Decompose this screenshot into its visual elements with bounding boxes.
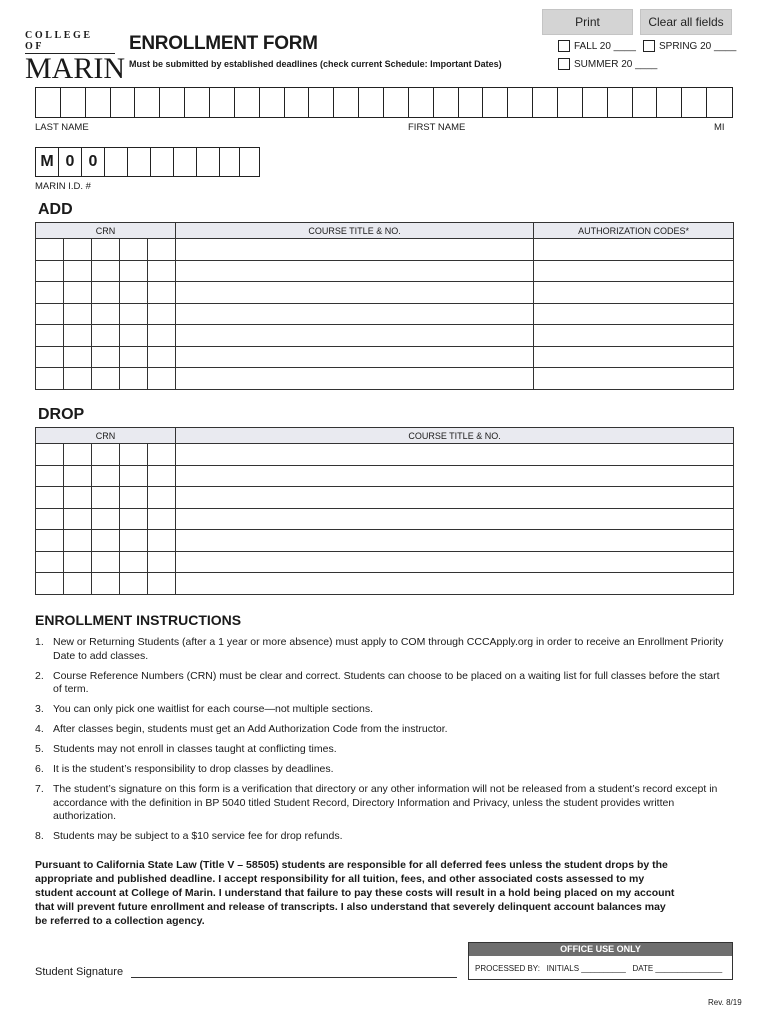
add-row — [36, 239, 734, 261]
instruction-text: The student’s signature on this form is a verification that directory or any other information will not be released from a student’s record except in accordance with the definition in BP 5040 titled Student Record, Directory Information and Privacy, unless the student provides written authorization. — [53, 783, 718, 822]
clear-all-fields-button[interactable]: Clear all fields — [640, 9, 732, 35]
college-logo — [25, 30, 126, 85]
add-crn-digit-cell[interactable] — [36, 239, 64, 261]
instruction-item — [35, 743, 725, 757]
add-auth-cell[interactable] — [534, 325, 734, 347]
signature-label: Student Signature — [35, 966, 124, 978]
drop-crn-digit-cell[interactable] — [120, 551, 148, 573]
add-crn-digit-cell[interactable] — [36, 260, 64, 282]
name-char-box[interactable] — [608, 88, 633, 117]
name-char-box[interactable] — [334, 88, 359, 117]
name-char-box[interactable] — [285, 88, 310, 117]
name-char-box[interactable] — [434, 88, 459, 117]
add-crn-digit-cell[interactable] — [64, 260, 92, 282]
drop-row — [36, 573, 734, 595]
add-crn-digit-cell[interactable] — [36, 325, 64, 347]
drop-crn-digit-cell[interactable] — [36, 573, 64, 595]
add-crn-digit-cell[interactable] — [92, 260, 120, 282]
add-course-cell[interactable] — [176, 239, 534, 261]
name-char-box[interactable] — [210, 88, 235, 117]
drop-row — [36, 551, 734, 573]
form-title: ENROLLMENT FORM — [129, 33, 318, 54]
add-course-cell[interactable] — [176, 346, 534, 368]
signature-line[interactable] — [131, 976, 457, 978]
instruction-item — [35, 636, 725, 663]
add-crn-digit-cell[interactable] — [64, 282, 92, 304]
name-char-box[interactable] — [309, 88, 334, 117]
add-crn-digit-cell[interactable] — [36, 303, 64, 325]
fall-label: FALL 20 ____ — [574, 41, 636, 52]
add-auth-cell[interactable] — [534, 260, 734, 282]
add-crn-digit-cell[interactable] — [120, 239, 148, 261]
add-row — [36, 282, 734, 304]
add-crn-digit-cell[interactable] — [120, 325, 148, 347]
id-char-box[interactable] — [240, 148, 256, 176]
legal-statement: Pursuant to California State Law (Title V – 58505) students are responsible for all deferred fees unless the student drops by the appropriate and published deadline. I accept responsibility for all tuition, fees, and other associated costs assessed to my student account at College of Marin. I understand that failure to pay these costs will result in a hold being placed on my account that will prevent future enrollment and release of transcripts. I also understand that severely delinquent account balances may be referred to a collection agency. — [35, 859, 675, 927]
name-char-box[interactable] — [359, 88, 384, 117]
add-course-cell[interactable] — [176, 303, 534, 325]
name-char-box[interactable] — [657, 88, 682, 117]
name-char-box[interactable] — [61, 88, 86, 117]
drop-crn-digit-cell[interactable] — [36, 551, 64, 573]
drop-course-cell[interactable] — [176, 465, 734, 487]
instruction-text: Course Reference Numbers (CRN) must be clear and correct. Students can choose to be placed on a waiting list for full classes before the start of term. — [53, 669, 720, 695]
add-crn-digit-cell[interactable] — [120, 260, 148, 282]
add-crn-header: CRN — [36, 223, 176, 239]
instruction-item — [35, 830, 725, 844]
drop-crn-digit-cell[interactable] — [64, 551, 92, 573]
add-auth-cell[interactable] — [534, 368, 734, 390]
instruction-number: 1. — [35, 636, 44, 648]
id-char-box[interactable] — [128, 148, 151, 176]
add-course-header: COURSE TITLE & NO. — [176, 223, 534, 239]
add-crn-digit-cell[interactable] — [120, 303, 148, 325]
marin-id-label: MARIN I.D. # — [35, 181, 91, 192]
instruction-item — [35, 783, 725, 824]
add-crn-digit-cell[interactable] — [64, 239, 92, 261]
name-char-box[interactable] — [409, 88, 434, 117]
drop-course-cell[interactable] — [176, 573, 734, 595]
drop-crn-digit-cell[interactable] — [120, 444, 148, 466]
name-char-box[interactable] — [558, 88, 583, 117]
drop-crn-digit-cell[interactable] — [64, 508, 92, 530]
drop-crn-digit-cell[interactable] — [148, 465, 176, 487]
name-char-box[interactable] — [160, 88, 185, 117]
instructions-heading: ENROLLMENT INSTRUCTIONS — [35, 612, 242, 628]
add-row — [36, 346, 734, 368]
drop-crn-digit-cell[interactable] — [92, 465, 120, 487]
add-row — [36, 260, 734, 282]
fall-checkbox[interactable] — [558, 40, 570, 52]
drop-crn-digit-cell[interactable] — [120, 465, 148, 487]
drop-crn-digit-cell[interactable] — [148, 508, 176, 530]
add-crn-digit-cell[interactable] — [36, 368, 64, 390]
name-char-box[interactable] — [86, 88, 111, 117]
instruction-item — [35, 723, 725, 737]
form-subtitle: Must be submitted by established deadlines (check current Schedule: Important Dates) — [129, 59, 502, 69]
id-char-box[interactable]: 0 — [59, 148, 82, 176]
drop-heading: DROP — [38, 406, 85, 423]
name-char-box[interactable] — [483, 88, 508, 117]
drop-row — [36, 465, 734, 487]
drop-row — [36, 508, 734, 530]
add-crn-digit-cell[interactable] — [148, 325, 176, 347]
name-input-boxes[interactable] — [35, 87, 733, 118]
add-crn-digit-cell[interactable] — [92, 325, 120, 347]
instruction-number: 5. — [35, 743, 44, 755]
name-char-box[interactable] — [185, 88, 210, 117]
drop-course-cell[interactable] — [176, 551, 734, 573]
summer-label: SUMMER 20 ____ — [574, 59, 658, 70]
drop-course-header: COURSE TITLE & NO. — [176, 428, 734, 444]
drop-crn-digit-cell[interactable] — [120, 573, 148, 595]
drop-crn-digit-cell[interactable] — [64, 530, 92, 552]
marin-id-input-boxes[interactable] — [35, 147, 260, 177]
drop-crn-digit-cell[interactable] — [64, 573, 92, 595]
name-char-box[interactable] — [235, 88, 260, 117]
name-char-box[interactable] — [508, 88, 533, 117]
instruction-text: New or Returning Students (after a 1 year or more absence) must apply to COM through CCCApply.org in order to receive an Enrollment Priority Date to add classes. — [53, 636, 724, 662]
name-char-box[interactable] — [135, 88, 160, 117]
last-name-label: LAST NAME — [35, 122, 89, 133]
drop-crn-digit-cell[interactable] — [36, 487, 64, 509]
add-crn-digit-cell[interactable] — [148, 260, 176, 282]
add-crn-digit-cell[interactable] — [148, 282, 176, 304]
drop-crn-digit-cell[interactable] — [64, 465, 92, 487]
add-crn-digit-cell[interactable] — [92, 303, 120, 325]
id-char-box[interactable] — [105, 148, 128, 176]
add-course-cell[interactable] — [176, 282, 534, 304]
add-auth-cell[interactable] — [534, 282, 734, 304]
drop-course-cell[interactable] — [176, 487, 734, 509]
drop-crn-digit-cell[interactable] — [64, 487, 92, 509]
drop-crn-digit-cell[interactable] — [120, 508, 148, 530]
drop-crn-digit-cell[interactable] — [148, 573, 176, 595]
name-char-box[interactable] — [682, 88, 707, 117]
spring-checkbox[interactable] — [643, 40, 655, 52]
office-use-fields — [469, 956, 732, 981]
drop-crn-digit-cell[interactable] — [120, 530, 148, 552]
add-crn-digit-cell[interactable] — [120, 368, 148, 390]
name-char-box[interactable] — [111, 88, 136, 117]
instruction-text: Students may not enroll in classes taught at conflicting times. — [53, 743, 337, 755]
logo-top-text: COLLEGE OF — [25, 30, 115, 54]
drop-row — [36, 530, 734, 552]
add-course-cell[interactable] — [176, 368, 534, 390]
logo-main-text: MARIN — [25, 52, 126, 85]
office-use-box — [468, 942, 733, 980]
add-crn-digit-cell[interactable] — [92, 368, 120, 390]
print-button[interactable]: Print — [542, 9, 633, 35]
drop-crn-digit-cell[interactable] — [92, 573, 120, 595]
add-auth-cell[interactable] — [534, 239, 734, 261]
drop-crn-digit-cell[interactable] — [36, 444, 64, 466]
add-row — [36, 303, 734, 325]
add-crn-digit-cell[interactable] — [148, 303, 176, 325]
instructions-list — [35, 636, 725, 850]
add-crn-digit-cell[interactable] — [64, 325, 92, 347]
initials-field[interactable]: INITIALS __________ — [546, 964, 626, 973]
first-name-label: FIRST NAME — [408, 122, 466, 133]
date-field[interactable]: DATE _______________ — [632, 964, 723, 973]
drop-crn-header: CRN — [36, 428, 176, 444]
mi-label: MI — [714, 122, 725, 133]
drop-crn-digit-cell[interactable] — [148, 444, 176, 466]
add-row — [36, 325, 734, 347]
instruction-number: 3. — [35, 703, 44, 715]
instruction-number: 4. — [35, 723, 44, 735]
id-char-box[interactable] — [174, 148, 197, 176]
add-crn-digit-cell[interactable] — [64, 346, 92, 368]
add-crn-digit-cell[interactable] — [120, 346, 148, 368]
add-crn-digit-cell[interactable] — [92, 239, 120, 261]
add-crn-digit-cell[interactable] — [36, 282, 64, 304]
instruction-number: 2. — [35, 669, 44, 682]
add-crn-digit-cell[interactable] — [64, 303, 92, 325]
add-crn-digit-cell[interactable] — [120, 282, 148, 304]
drop-crn-digit-cell[interactable] — [92, 508, 120, 530]
drop-crn-digit-cell[interactable] — [92, 530, 120, 552]
drop-course-cell[interactable] — [176, 444, 734, 466]
drop-crn-digit-cell[interactable] — [92, 551, 120, 573]
drop-row — [36, 444, 734, 466]
drop-crn-digit-cell[interactable] — [36, 530, 64, 552]
add-auth-cell[interactable] — [534, 346, 734, 368]
spring-label: SPRING 20 ____ — [659, 41, 737, 52]
drop-crn-digit-cell[interactable] — [92, 487, 120, 509]
instruction-number: 7. — [35, 783, 44, 795]
instruction-text: After classes begin, students must get an Add Authorization Code from the instructor. — [53, 723, 448, 735]
id-char-box[interactable] — [151, 148, 174, 176]
add-crn-digit-cell[interactable] — [148, 239, 176, 261]
instruction-text: You can only pick one waitlist for each course—not multiple sections. — [53, 703, 374, 715]
name-char-box[interactable] — [583, 88, 608, 117]
drop-crn-digit-cell[interactable] — [148, 551, 176, 573]
add-crn-digit-cell[interactable] — [36, 346, 64, 368]
add-heading: ADD — [38, 201, 73, 218]
instruction-text: Students may be subject to a $10 service fee for drop refunds. — [53, 830, 343, 842]
add-auth-cell[interactable] — [534, 303, 734, 325]
add-row — [36, 368, 734, 390]
id-char-box[interactable] — [197, 148, 220, 176]
instruction-number: 6. — [35, 763, 44, 775]
drop-crn-digit-cell[interactable] — [64, 444, 92, 466]
name-char-box[interactable] — [707, 88, 732, 117]
drop-crn-digit-cell[interactable] — [120, 487, 148, 509]
drop-crn-digit-cell[interactable] — [148, 530, 176, 552]
instruction-number: 8. — [35, 830, 44, 842]
name-char-box[interactable] — [533, 88, 558, 117]
add-auth-header: AUTHORIZATION CODES* — [534, 223, 734, 239]
instruction-item — [35, 670, 725, 697]
drop-row — [36, 487, 734, 509]
name-char-box[interactable] — [633, 88, 658, 117]
id-char-box[interactable] — [220, 148, 240, 176]
instruction-text: It is the student’s responsibility to drop classes by deadlines. — [53, 763, 334, 775]
instruction-item — [35, 763, 725, 777]
id-char-box[interactable]: 0 — [82, 148, 105, 176]
add-course-cell[interactable] — [176, 325, 534, 347]
drop-course-cell[interactable] — [176, 508, 734, 530]
drop-crn-digit-cell[interactable] — [36, 465, 64, 487]
add-crn-digit-cell[interactable] — [148, 346, 176, 368]
add-crn-digit-cell[interactable] — [92, 282, 120, 304]
drop-table — [35, 427, 734, 595]
name-char-box[interactable] — [384, 88, 409, 117]
processed-by-label: PROCESSED BY: — [475, 964, 540, 973]
revision-label: Rev. 8/19 — [708, 998, 742, 1007]
add-course-cell[interactable] — [176, 260, 534, 282]
drop-crn-digit-cell[interactable] — [36, 508, 64, 530]
office-use-heading: OFFICE USE ONLY — [469, 943, 732, 956]
drop-course-cell[interactable] — [176, 530, 734, 552]
add-crn-digit-cell[interactable] — [92, 346, 120, 368]
drop-crn-digit-cell[interactable] — [92, 444, 120, 466]
instruction-item — [35, 703, 725, 717]
drop-crn-digit-cell[interactable] — [148, 487, 176, 509]
add-crn-digit-cell[interactable] — [64, 368, 92, 390]
summer-checkbox[interactable] — [558, 58, 570, 70]
name-char-box[interactable] — [260, 88, 285, 117]
name-char-box[interactable] — [36, 88, 61, 117]
id-char-box[interactable]: M — [36, 148, 59, 176]
name-char-box[interactable] — [459, 88, 484, 117]
add-table — [35, 222, 734, 390]
add-crn-digit-cell[interactable] — [148, 368, 176, 390]
